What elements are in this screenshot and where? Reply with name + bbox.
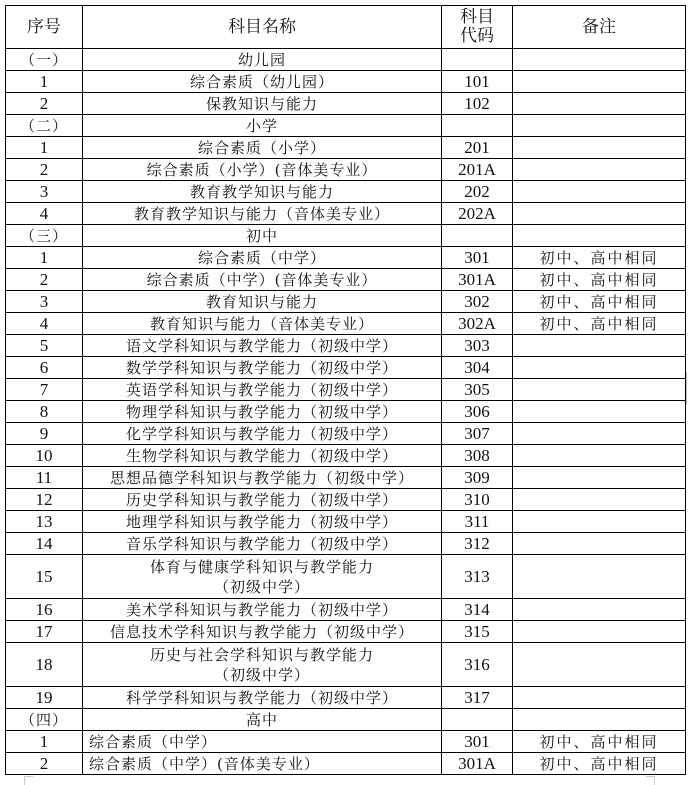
row-subject-code: 102: [442, 93, 513, 115]
row-no: 7: [6, 379, 83, 401]
table-body: [6, 49, 686, 775]
table-row: [6, 599, 686, 621]
page-corner-mark: [646, 776, 655, 785]
row-note: [513, 423, 686, 445]
row-subject-code: 201A: [442, 159, 513, 181]
table-row: [6, 71, 686, 93]
exam-subjects-table: [5, 5, 686, 775]
row-subject-name: 生物学科知识与教学能力（初级中学）: [83, 445, 442, 467]
row-subject-name: 综合素质（小学）: [83, 137, 442, 159]
table-row: [6, 401, 686, 423]
row-note: [513, 357, 686, 379]
section-index: （二）: [6, 115, 83, 137]
row-subject-code: 304: [442, 357, 513, 379]
header-code-line1: 科目: [460, 7, 494, 27]
row-subject-code: 201: [442, 137, 513, 159]
row-note: [513, 687, 686, 709]
row-subject-name-line2: （初级中学）: [213, 577, 310, 596]
row-note: [513, 445, 686, 467]
row-no: 16: [6, 599, 83, 621]
row-subject-code: 316: [442, 643, 513, 687]
row-no: 19: [6, 687, 83, 709]
row-no: 6: [6, 357, 83, 379]
row-no: 1: [6, 731, 83, 753]
row-subject-name: [83, 555, 442, 599]
row-no: 10: [6, 445, 83, 467]
row-subject-name: 综合素质（中学）: [83, 731, 442, 753]
table-row: [6, 753, 686, 775]
row-subject-name: 英语学科知识与教学能力（初级中学）: [83, 379, 442, 401]
row-subject-code: 313: [442, 555, 513, 599]
table-row: [6, 445, 686, 467]
section-row: [6, 115, 686, 137]
section-title: 幼儿园: [83, 49, 442, 71]
row-subject-name: 综合素质（中学）(音体美专业）: [83, 269, 442, 291]
section-row: [6, 49, 686, 71]
row-subject-name: 教育教学知识与能力（音体美专业）: [83, 203, 442, 225]
row-subject-name: 信息技术学科知识与教学能力（初级中学）: [83, 621, 442, 643]
section-code-empty: [442, 709, 513, 731]
row-note: [513, 533, 686, 555]
table-row: [6, 357, 686, 379]
row-subject-name: 综合素质（小学）(音体美专业）: [83, 159, 442, 181]
row-note: [513, 467, 686, 489]
row-note: [513, 401, 686, 423]
header-code-line2: 代码: [460, 26, 494, 46]
row-note: [513, 621, 686, 643]
row-note: 初中、高中相同: [513, 269, 686, 291]
section-index: （一）: [6, 49, 83, 71]
section-index: （四）: [6, 709, 83, 731]
row-note: [513, 379, 686, 401]
row-note: [513, 643, 686, 687]
row-subject-code: 307: [442, 423, 513, 445]
table-row: [6, 489, 686, 511]
row-no: 1: [6, 137, 83, 159]
header-row: [6, 6, 686, 49]
row-subject-code: 101: [442, 71, 513, 93]
row-note: 初中、高中相同: [513, 291, 686, 313]
table-row: [6, 555, 686, 599]
row-subject-code: 301A: [442, 753, 513, 775]
row-subject-name: 物理学科知识与教学能力（初级中学）: [83, 401, 442, 423]
section-title: 高中: [83, 709, 442, 731]
table-row: [6, 533, 686, 555]
row-subject-code: 315: [442, 621, 513, 643]
row-no: 2: [6, 93, 83, 115]
row-subject-code: 310: [442, 489, 513, 511]
row-subject-code: 317: [442, 687, 513, 709]
table-row: [6, 159, 686, 181]
row-subject-name: 教育教学知识与能力: [83, 181, 442, 203]
table-row: [6, 423, 686, 445]
exam-subjects-table-container: [5, 5, 686, 775]
header-note: 备注: [513, 6, 686, 49]
table-row: [6, 379, 686, 401]
row-note: [513, 137, 686, 159]
section-code-empty: [442, 49, 513, 71]
row-subject-name: 美术学科知识与教学能力（初级中学）: [83, 599, 442, 621]
table-row: [6, 247, 686, 269]
row-subject-name: 综合素质（中学）: [83, 247, 442, 269]
row-note: [513, 159, 686, 181]
row-subject-name: 保教知识与能力: [83, 93, 442, 115]
row-subject-name: 教育知识与能力: [83, 291, 442, 313]
row-subject-code: 301: [442, 247, 513, 269]
row-subject-code: 311: [442, 511, 513, 533]
row-note: 初中、高中相同: [513, 753, 686, 775]
section-title: 小学: [83, 115, 442, 137]
row-no: 12: [6, 489, 83, 511]
row-subject-code: 303: [442, 335, 513, 357]
row-no: 3: [6, 181, 83, 203]
row-subject-name: 音乐学科知识与教学能力（初级中学）: [83, 533, 442, 555]
table-row: [6, 181, 686, 203]
row-note: [513, 335, 686, 357]
row-note: 初中、高中相同: [513, 247, 686, 269]
row-subject-code: 302: [442, 291, 513, 313]
row-note: [513, 71, 686, 93]
section-row: [6, 225, 686, 247]
section-note-empty: [513, 115, 686, 137]
row-subject-code: 202A: [442, 203, 513, 225]
table-row: [6, 269, 686, 291]
row-no: 9: [6, 423, 83, 445]
row-no: 2: [6, 269, 83, 291]
page-margin-mark: [686, 372, 687, 404]
row-no: 11: [6, 467, 83, 489]
row-no: 5: [6, 335, 83, 357]
row-no: 18: [6, 643, 83, 687]
row-subject-code: 308: [442, 445, 513, 467]
row-subject-code: 309: [442, 467, 513, 489]
header-no: 序号: [6, 6, 83, 49]
row-no: 3: [6, 291, 83, 313]
row-subject-name: 数学学科知识与教学能力（初级中学）: [83, 357, 442, 379]
section-index: （三）: [6, 225, 83, 247]
row-subject-name: 化学学科知识与教学能力（初级中学）: [83, 423, 442, 445]
row-no: 14: [6, 533, 83, 555]
table-row: [6, 335, 686, 357]
table-row: [6, 291, 686, 313]
section-code-empty: [442, 115, 513, 137]
row-note: 初中、高中相同: [513, 731, 686, 753]
table-row: [6, 643, 686, 687]
row-subject-name-line2: （初级中学）: [213, 665, 310, 684]
row-no: 13: [6, 511, 83, 533]
row-note: [513, 599, 686, 621]
row-subject-code: 202: [442, 181, 513, 203]
row-subject-code: 305: [442, 379, 513, 401]
row-subject-code: 302A: [442, 313, 513, 335]
table-row: [6, 137, 686, 159]
row-note: [513, 203, 686, 225]
row-subject-name-line1: 体育与健康学科知识与教学能力: [149, 557, 374, 576]
row-note: 初中、高中相同: [513, 313, 686, 335]
section-title: 初中: [83, 225, 442, 247]
page-corner-mark: [24, 776, 33, 785]
section-note-empty: [513, 709, 686, 731]
row-no: 4: [6, 203, 83, 225]
row-no: 4: [6, 313, 83, 335]
table-row: [6, 511, 686, 533]
row-subject-name: 综合素质（中学）(音体美专业）: [83, 753, 442, 775]
table-row: [6, 313, 686, 335]
row-subject-code: 312: [442, 533, 513, 555]
row-note: [513, 489, 686, 511]
row-subject-code: 301A: [442, 269, 513, 291]
row-subject-name: 综合素质（幼儿园）: [83, 71, 442, 93]
row-no: 17: [6, 621, 83, 643]
table-row: [6, 203, 686, 225]
row-subject-name: 思想品德学科知识与教学能力（初级中学）: [83, 467, 442, 489]
table-row: [6, 621, 686, 643]
row-subject-name: 语文学科知识与教学能力（初级中学）: [83, 335, 442, 357]
row-no: 1: [6, 247, 83, 269]
section-row: [6, 709, 686, 731]
table-row: [6, 467, 686, 489]
row-no: 15: [6, 555, 83, 599]
row-no: 2: [6, 753, 83, 775]
row-subject-name-line1: 历史与社会学科知识与教学能力: [149, 645, 374, 664]
table-row: [6, 93, 686, 115]
row-subject-name: 教育知识与能力（音体美专业）: [83, 313, 442, 335]
header-code: [442, 6, 513, 49]
row-no: 1: [6, 71, 83, 93]
row-note: [513, 555, 686, 599]
row-no: 8: [6, 401, 83, 423]
row-note: [513, 181, 686, 203]
section-note-empty: [513, 49, 686, 71]
row-subject-name: 科学学科知识与教学能力（初级中学）: [83, 687, 442, 709]
row-no: 2: [6, 159, 83, 181]
row-subject-name: [83, 643, 442, 687]
table-row: [6, 731, 686, 753]
row-subject-name: 地理学科知识与教学能力（初级中学）: [83, 511, 442, 533]
row-note: [513, 511, 686, 533]
row-note: [513, 93, 686, 115]
header-name: 科目名称: [83, 6, 442, 49]
section-note-empty: [513, 225, 686, 247]
row-subject-code: 314: [442, 599, 513, 621]
table-row: [6, 687, 686, 709]
row-subject-code: 301: [442, 731, 513, 753]
section-code-empty: [442, 225, 513, 247]
row-subject-name: 历史学科知识与教学能力（初级中学）: [83, 489, 442, 511]
row-subject-code: 306: [442, 401, 513, 423]
